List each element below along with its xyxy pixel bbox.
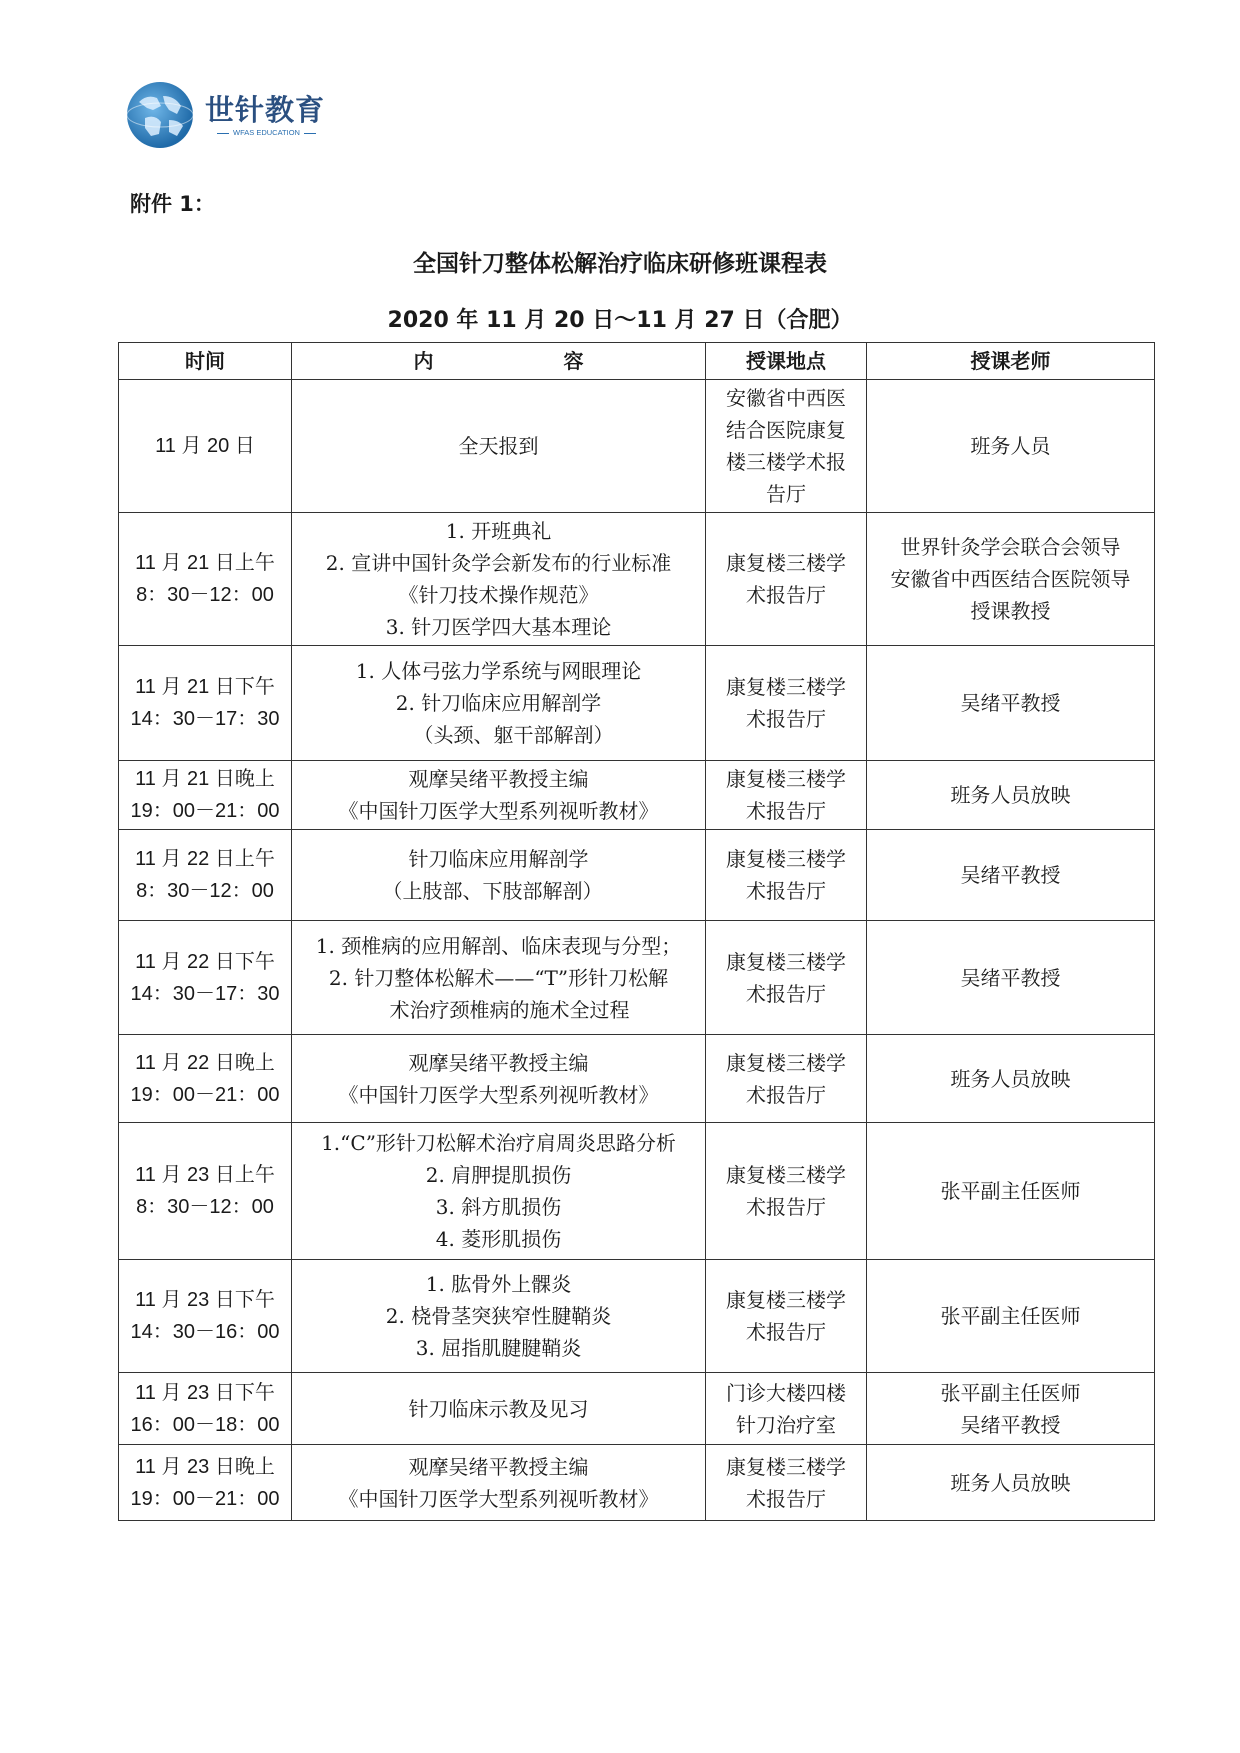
location-line: 术报告厅	[746, 1486, 826, 1511]
content-line: 观摩吴绪平教授主编	[408, 767, 589, 791]
location-cell	[706, 921, 867, 1035]
teacher-cell	[867, 830, 1155, 921]
location-line: 术报告厅	[746, 1320, 826, 1344]
table-row	[119, 1260, 1155, 1373]
teacher-line: 授课教授	[970, 599, 1051, 623]
time-cell	[119, 921, 292, 1035]
content-line: 1. 肱骨外上髁炎	[425, 1272, 572, 1296]
location-line: 术报告厅	[746, 583, 826, 607]
location-cell	[706, 513, 867, 646]
teacher-cell	[867, 380, 1155, 513]
location-line: 楼三楼学术报	[726, 450, 846, 474]
teacher-line: 张平副主任医师	[940, 1179, 1081, 1203]
content-line: 1.“C”形针刀松解术治疗肩周炎思路分析	[321, 1131, 676, 1155]
date-line: 2020 年 11 月 20 日～11 月 27 日（合肥）	[387, 308, 853, 333]
teacher-line: 世界针灸学会联合会领导	[900, 535, 1121, 559]
time-line: 14：30－17：30	[130, 982, 280, 1005]
table-row	[119, 761, 1155, 830]
content-line: 观摩吴绪平教授主编	[408, 1050, 589, 1075]
content-line: 《中国针刀医学大型系列视听教材》	[338, 1486, 659, 1511]
content-cell	[292, 1123, 706, 1260]
location-line: 告厅	[766, 482, 806, 506]
content-line: 观摩吴绪平教授主编	[408, 1454, 589, 1479]
location-line: 康复楼三楼学	[726, 675, 846, 699]
location-cell	[706, 1035, 867, 1123]
location-cell	[706, 1445, 867, 1521]
attachment-label: 附件 1：	[130, 192, 215, 216]
table-row	[119, 513, 1155, 646]
content-line: 3. 屈指肌腱腱鞘炎	[415, 1336, 582, 1360]
content-line: 《中国针刀医学大型系列视听教材》	[338, 1082, 659, 1107]
teacher-cell	[867, 1123, 1155, 1260]
table-row	[119, 830, 1155, 921]
time-cell	[119, 830, 292, 921]
content-line: 2. 桡骨茎突狭窄性腱鞘炎	[385, 1304, 612, 1328]
location-line: 康复楼三楼学	[726, 1163, 846, 1187]
table-row	[119, 1445, 1155, 1521]
content-line: 2. 针刀临床应用解剖学	[395, 691, 602, 715]
location-line: 康复楼三楼学	[726, 1454, 846, 1479]
teacher-line: 班务人员	[970, 434, 1051, 458]
header-content-a: 内	[413, 349, 434, 373]
time-line: 11 月 22 日下午	[135, 950, 275, 973]
teacher-cell	[867, 513, 1155, 646]
header-content	[292, 343, 706, 380]
logo	[125, 80, 345, 150]
location-line: 门诊大楼四楼	[726, 1380, 846, 1405]
teacher-cell	[867, 1260, 1155, 1373]
time-line: 11 月 21 日晚上	[135, 768, 275, 790]
teacher-line: 吴绪平教授	[960, 965, 1061, 990]
content-cell	[292, 761, 706, 830]
location-line: 针刀治疗室	[736, 1412, 836, 1437]
time-cell	[119, 1123, 292, 1260]
content-line: 3. 针刀医学四大基本理论	[385, 615, 612, 639]
brand-subtitle: WFAS EDUCATION	[213, 128, 320, 137]
content-line: 《针刀技术操作规范》	[398, 583, 599, 607]
content-line: 2. 肩胛提肌损伤	[425, 1163, 572, 1187]
location-line: 安徽省中西医	[726, 386, 846, 410]
time-cell	[119, 1035, 292, 1123]
content-cell	[292, 1035, 706, 1123]
content-line: 针刀临床示教及见习	[408, 1396, 589, 1421]
time-line: 19：00－21：00	[130, 1083, 280, 1106]
time-line: 14：30－16：00	[130, 1321, 280, 1343]
content-cell	[292, 1373, 706, 1445]
time-line: 14：30－17：30	[130, 708, 280, 730]
teacher-line: 安徽省中西医结合医院领导	[890, 567, 1131, 591]
table-row	[119, 921, 1155, 1035]
location-line: 康复楼三楼学	[726, 949, 846, 974]
time-cell	[119, 761, 292, 830]
content-line: 3. 斜方肌损伤	[435, 1195, 562, 1219]
globe-icon	[125, 80, 195, 150]
location-line: 康复楼三楼学	[726, 847, 846, 871]
content-line: 1. 人体弓弦力学系统与网眼理论	[355, 659, 642, 683]
time-line: 8：30－12：00	[136, 1196, 274, 1218]
time-line: 8：30－12：00	[136, 880, 274, 902]
time-line: 11 月 23 日下午	[135, 1289, 275, 1311]
teacher-line: 班务人员放映	[950, 1066, 1071, 1091]
content-line: （头颈、躯干部解剖）	[413, 723, 614, 747]
teacher-line: 班务人员放映	[950, 783, 1071, 807]
table-row	[119, 1123, 1155, 1260]
content-line: 针刀临床应用解剖学	[408, 847, 589, 871]
time-line: 11 月 23 日下午	[135, 1381, 275, 1404]
table-row	[119, 380, 1155, 513]
content-line: 2. 针刀整体松解术——“T”形针刀松解	[328, 965, 669, 990]
header-location: 授课地点	[706, 343, 867, 380]
content-line: 4. 菱形肌损伤	[435, 1227, 562, 1251]
time-line: 19：00－21：00	[130, 800, 280, 822]
teacher-cell	[867, 1373, 1155, 1445]
location-cell	[706, 761, 867, 830]
page-title: 全国针刀整体松解治疗临床研修班课程表	[413, 251, 827, 277]
content-line: 1. 颈椎病的应用解剖、临床表现与分型；	[315, 933, 682, 958]
time-line: 11 月 22 日上午	[135, 848, 275, 870]
time-line: 16：00－18：00	[130, 1413, 280, 1436]
teacher-cell	[867, 1035, 1155, 1123]
location-cell	[706, 646, 867, 761]
location-line: 术报告厅	[746, 879, 826, 903]
time-line: 11 月 23 日晚上	[135, 1455, 275, 1478]
location-line: 术报告厅	[746, 1082, 826, 1107]
teacher-cell	[867, 921, 1155, 1035]
table-row	[119, 1373, 1155, 1445]
location-line: 术报告厅	[746, 1195, 826, 1219]
teacher-line: 张平副主任医师	[940, 1304, 1081, 1328]
location-line: 术报告厅	[746, 981, 826, 1006]
time-cell	[119, 1373, 292, 1445]
time-line: 19：00－21：00	[130, 1487, 280, 1510]
schedule-table	[118, 342, 1155, 1521]
location-line: 康复楼三楼学	[726, 767, 846, 791]
content-line: 2. 宣讲中国针灸学会新发布的行业标准	[325, 551, 672, 575]
table-header-row	[119, 343, 1155, 380]
time-cell	[119, 380, 292, 513]
time-cell	[119, 1445, 292, 1521]
content-line: 术治疗颈椎病的施术全过程	[389, 997, 630, 1022]
time-cell	[119, 513, 292, 646]
content-line: （上肢部、下肢部解剖）	[382, 879, 603, 903]
teacher-line: 张平副主任医师	[940, 1380, 1081, 1405]
location-cell	[706, 380, 867, 513]
content-line: 1. 开班典礼	[445, 519, 552, 543]
content-cell	[292, 830, 706, 921]
brand-name: 世针教育	[205, 93, 326, 127]
location-line: 康复楼三楼学	[726, 551, 846, 575]
teacher-line: 班务人员放映	[950, 1470, 1071, 1495]
content-cell	[292, 646, 706, 761]
teacher-line: 吴绪平教授	[960, 863, 1061, 887]
content-cell	[292, 380, 706, 513]
content-cell	[292, 1445, 706, 1521]
time-line: 11 月 21 日下午	[135, 676, 275, 698]
time-line: 11 月 23 日上午	[135, 1164, 275, 1186]
time-cell	[119, 646, 292, 761]
location-cell	[706, 1260, 867, 1373]
content-line: 全天报到	[458, 434, 539, 458]
content-cell	[292, 921, 706, 1035]
location-line: 结合医院康复	[726, 418, 846, 442]
table-row	[119, 646, 1155, 761]
location-line: 康复楼三楼学	[726, 1050, 846, 1075]
teacher-cell	[867, 646, 1155, 761]
time-line: 11 月 20 日	[155, 435, 255, 457]
location-cell	[706, 1123, 867, 1260]
location-line: 术报告厅	[746, 707, 826, 731]
content-line: 《中国针刀医学大型系列视听教材》	[338, 799, 659, 823]
teacher-line: 吴绪平教授	[960, 691, 1061, 715]
header-content-b: 容	[563, 349, 584, 373]
time-line: 8：30－12：00	[136, 584, 274, 606]
time-cell	[119, 1260, 292, 1373]
time-line: 11 月 21 日上午	[135, 552, 275, 574]
teacher-cell	[867, 761, 1155, 830]
location-line: 术报告厅	[746, 799, 826, 823]
time-line: 11 月 22 日晚上	[135, 1051, 275, 1074]
table-row	[119, 1035, 1155, 1123]
location-cell	[706, 830, 867, 921]
teacher-cell	[867, 1445, 1155, 1521]
header-teacher: 授课老师	[867, 343, 1155, 380]
header-time: 时间	[119, 343, 292, 380]
location-cell	[706, 1373, 867, 1445]
teacher-line: 吴绪平教授	[960, 1412, 1061, 1437]
location-line: 康复楼三楼学	[726, 1288, 846, 1312]
content-cell	[292, 1260, 706, 1373]
content-cell	[292, 513, 706, 646]
